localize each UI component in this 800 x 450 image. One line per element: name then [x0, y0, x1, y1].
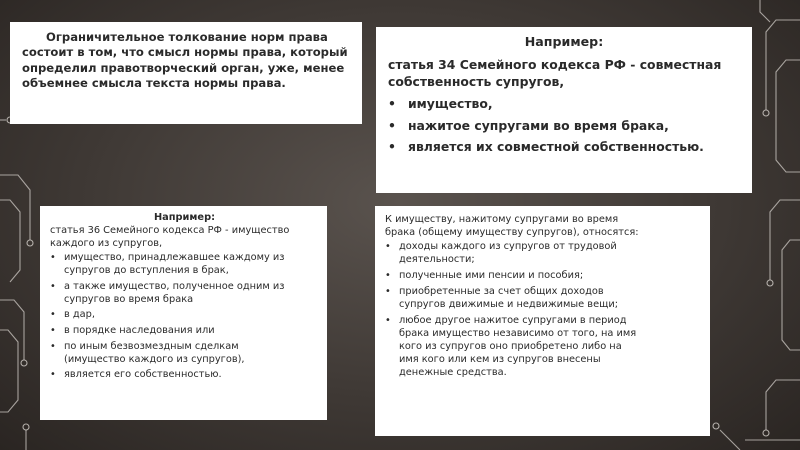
bullet-list — [385, 241, 702, 379]
list-item: • полученные ими пенсии и пособия; — [385, 270, 702, 283]
card-lead: статья 36 Семейного кодекса РФ - имущество каждого из супругов, — [50, 225, 290, 249]
list-item: • нажитое супругами во время брака, — [388, 118, 740, 134]
list-item: • имущество, принадлежавшее каждому из супругов до вступления в брак, — [50, 252, 319, 277]
common-property-card — [375, 206, 710, 436]
list-item: • является их совместной собственностью. — [388, 139, 740, 155]
card-title: Например: — [153, 212, 216, 223]
card-title: Например: — [524, 34, 604, 49]
definition-card — [10, 22, 362, 124]
definition-text: Ограничительное толкование норм права состоит в том, что смысл нормы права, который определил правотворческий орган, уже, менее объемнее смысла текста нормы права. — [22, 30, 348, 90]
bullet-list — [388, 96, 740, 154]
list-item: • в дар, — [50, 309, 319, 322]
list-item: • а также имущество, полученное одним из супругов во время брака — [50, 281, 319, 306]
list-item: • в порядке наследования или — [50, 325, 319, 338]
card-lead: К имуществу, нажитому супругами во время брака (общему имуществу супругов), относятся: — [385, 214, 639, 239]
list-item: • приобретенные за счет общих доходов супругов движимые и недвижимые вещи; — [385, 286, 702, 312]
example-article-36-card — [40, 206, 327, 420]
list-item: • является его собственностью. — [50, 369, 319, 382]
list-item: • любое другое нажитое супругами в период брака имущество независимо от того, на имя кого из супругов оно приобретено либо на имя кого или кем из супругов внесены денежные средства. — [385, 315, 702, 380]
bullet-list — [50, 252, 319, 382]
list-item: • имущество, — [388, 96, 740, 112]
list-item: • по иным безвозмездным сделкам (имущество каждого из супругов), — [50, 341, 319, 366]
example-article-34-card — [376, 27, 752, 193]
card-lead: статья 34 Семейного кодекса РФ - совместная собственность супругов, — [388, 57, 722, 89]
list-item: • доходы каждого из супругов от трудовой деятельности; — [385, 241, 702, 267]
